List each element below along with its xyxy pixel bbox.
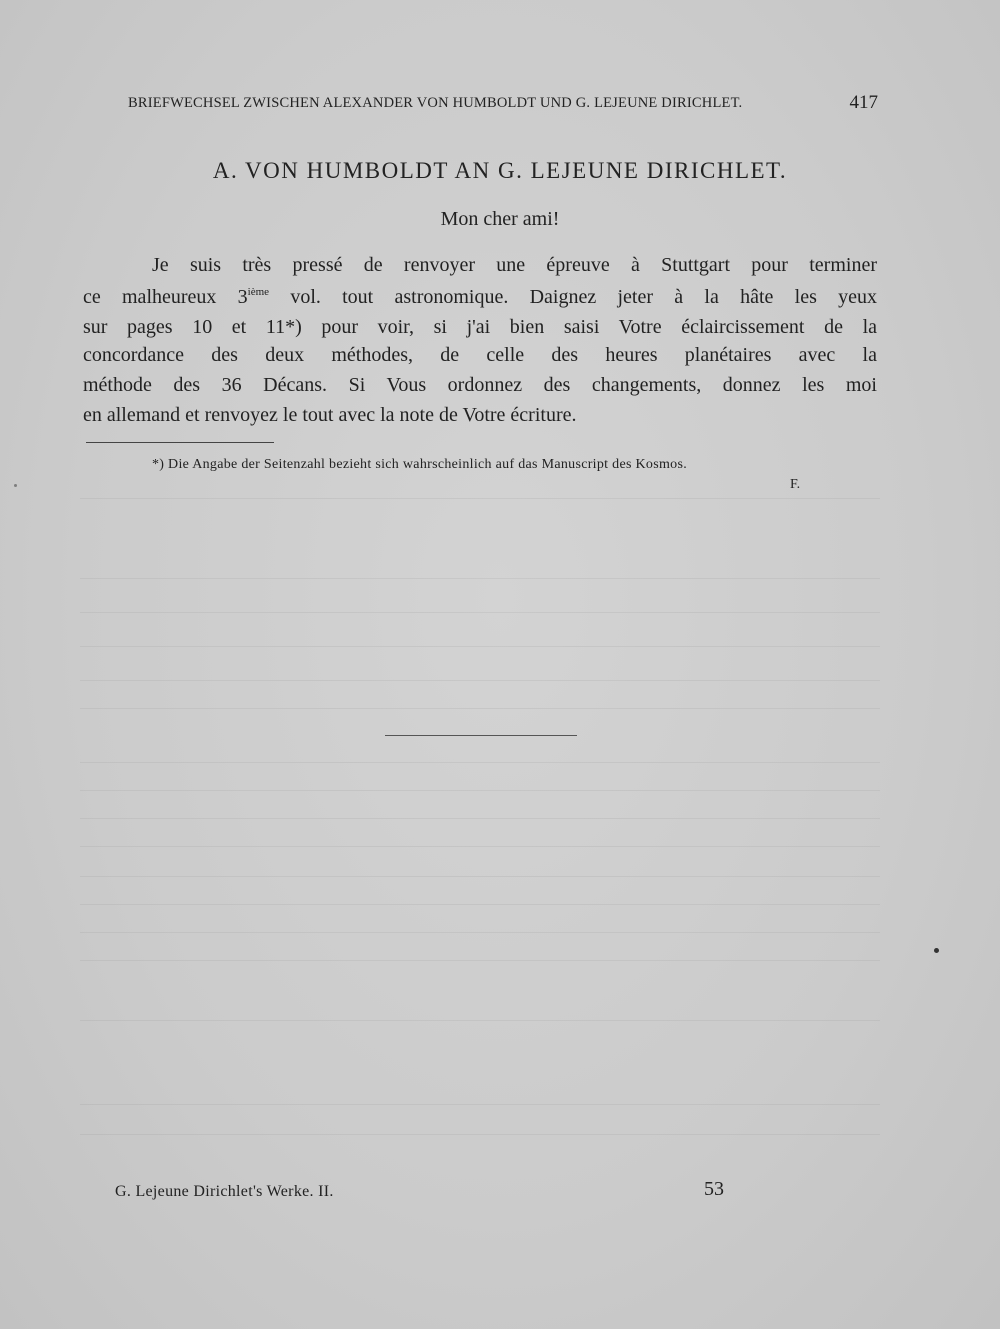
bleed-through-line [80,708,880,709]
superscript: ième [247,286,270,298]
page-number: 417 [849,92,878,113]
ink-speck [934,948,939,953]
letter-heading: A. VON HUMBOLDT AN G. LEJEUNE DIRICHLET. [212,158,788,183]
footer-credit: G. Lejeune Dirichlet's Werke. II. [115,1183,334,1200]
footnote-text: *) Die Angabe der Seitenzahl bezieht sich wahrscheinlich auf das Manuscript des Kosmos. [152,457,688,472]
running-head-title: BRIEFWECHSEL ZWISCHEN ALEXANDER VON HUMBOLDT UND G. LEJEUNE DIRICHLET. [128,95,743,111]
footnote-initial: F. [790,477,801,492]
bleed-through-line [80,932,880,933]
signature-mark: 53 [704,1178,724,1200]
body-line: Je suis très pressé de renvoyer une épreuve à Stuttgart pour terminer [152,254,877,276]
bleed-through-line [80,1104,880,1105]
salutation: Mon cher ami! [440,208,560,230]
body-line: sur pages 10 et 11*) pour voir, si j'ai bien saisi Votre éclaircissement de la [83,316,877,338]
body-line: concordance des deux méthodes, de celle des heures planétaires avec la [83,344,877,366]
running-head [128,92,878,116]
bleed-through-line [80,1134,880,1135]
body-text: ce malheureux 3 [83,286,248,308]
bleed-through-line [80,818,880,819]
bleed-through-line [80,846,880,847]
bleed-through-line [80,680,880,681]
body-line: en allemand et renvoyez le tout avec la note de Votre écriture. [83,404,577,426]
bleed-through-line [80,904,880,905]
bleed-through-line [80,876,880,877]
bleed-through-line [80,578,880,579]
bleed-through-line [80,762,880,763]
section-divider [385,735,577,736]
body-line: méthode des 36 Décans. Si Vous ordonnez des changements, donnez les moi [83,374,877,396]
ink-speck [14,484,17,487]
bleed-through-line [80,1020,880,1021]
bleed-through-line [80,960,880,961]
footnote-rule [86,442,274,443]
bleed-through-line [80,498,880,499]
bleed-through-line [80,612,880,613]
bleed-through-line [80,646,880,647]
body-text: vol. tout astronomique. Daignez jeter à la hâte les yeux [269,286,877,308]
bleed-through-line [80,790,880,791]
body-line [83,282,877,312]
